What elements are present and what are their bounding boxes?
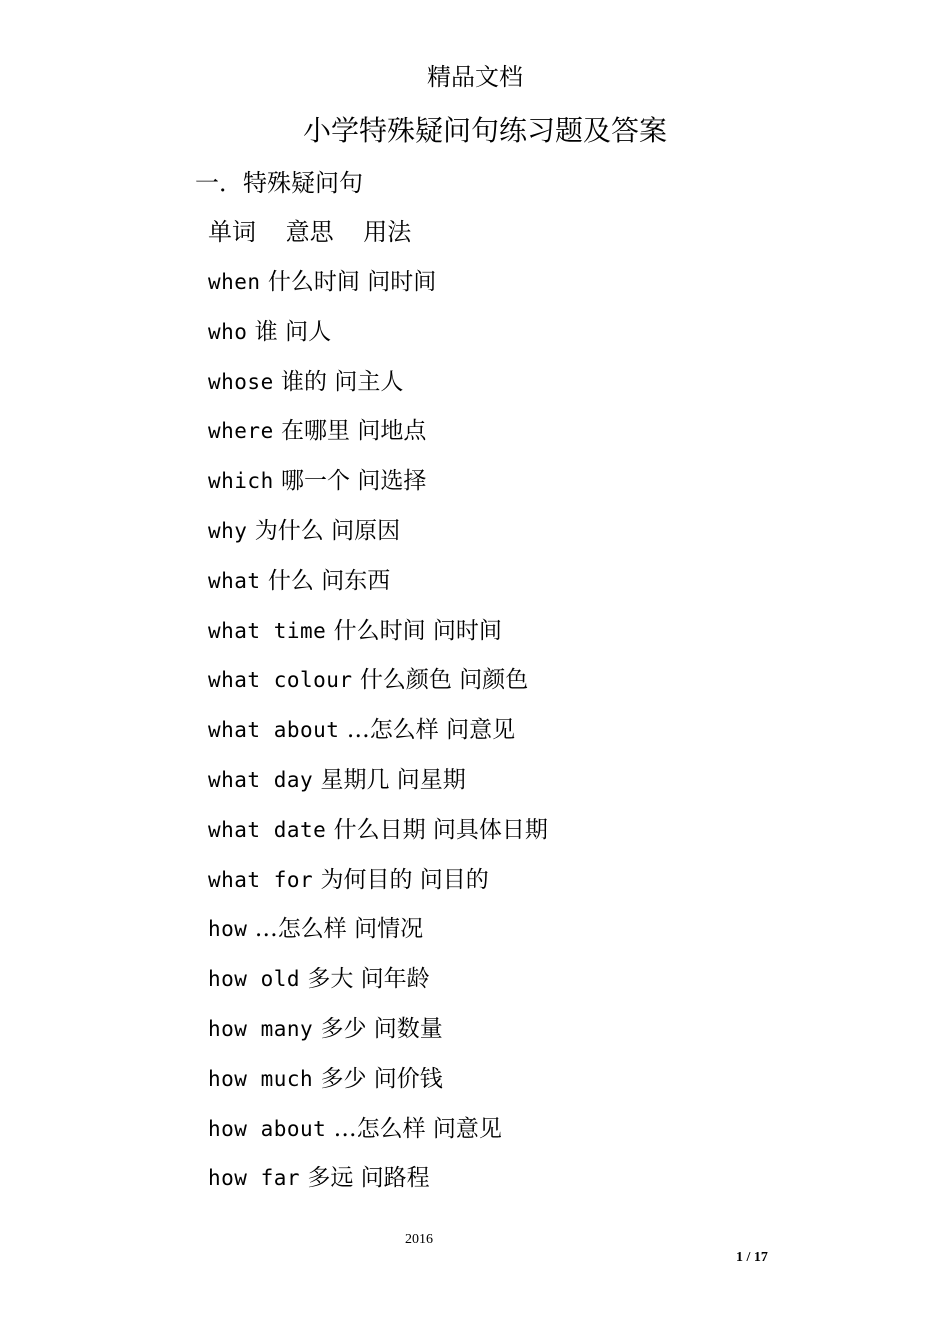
question-word: how many bbox=[208, 1016, 314, 1041]
list-item bbox=[208, 1012, 548, 1062]
meaning-text: 什么时间 bbox=[333, 617, 426, 644]
document-header: 精品文档 bbox=[427, 63, 523, 91]
list-item bbox=[208, 564, 548, 614]
list-item bbox=[208, 464, 548, 514]
usage-text: 问目的 bbox=[419, 866, 489, 893]
usage-text: 问路程 bbox=[360, 1165, 430, 1192]
question-word: why bbox=[208, 518, 248, 543]
usage-text: 问年龄 bbox=[360, 966, 430, 993]
meaning-text: 什么时间 bbox=[267, 269, 360, 295]
column-header-word: 单词 bbox=[208, 218, 256, 246]
list-item bbox=[208, 1112, 548, 1162]
list-item bbox=[208, 614, 548, 664]
list-item bbox=[208, 713, 548, 763]
question-word: where bbox=[208, 419, 274, 444]
question-word: what date bbox=[208, 817, 327, 842]
list-item bbox=[208, 1161, 548, 1211]
question-word: what time bbox=[208, 618, 327, 643]
usage-text: 问选择 bbox=[357, 468, 427, 495]
meaning-text: 多远 bbox=[307, 1165, 354, 1192]
question-word: how much bbox=[208, 1066, 314, 1091]
question-word: what for bbox=[208, 867, 314, 892]
list-item bbox=[208, 813, 548, 863]
meaning-text: …怎么样 bbox=[254, 916, 347, 943]
question-word: which bbox=[208, 469, 274, 494]
meaning-text: 什么日期 bbox=[333, 816, 426, 843]
usage-text: 问颜色 bbox=[459, 667, 529, 694]
meaning-text: 为何目的 bbox=[320, 866, 413, 893]
list-item bbox=[208, 863, 548, 913]
usage-text: 问主人 bbox=[334, 368, 404, 395]
usage-text: 问时间 bbox=[432, 617, 502, 644]
meaning-text: 在哪里 bbox=[281, 418, 351, 445]
question-word: how far bbox=[208, 1166, 301, 1191]
usage-text: 问星期 bbox=[396, 766, 466, 793]
question-word: how bbox=[208, 917, 248, 942]
question-word: whose bbox=[208, 369, 274, 394]
usage-text: 问价钱 bbox=[373, 1065, 443, 1092]
question-word: when bbox=[208, 270, 261, 294]
question-word: who bbox=[208, 319, 248, 344]
meaning-text: 多少 bbox=[320, 1065, 367, 1092]
meaning-text: 什么颜色 bbox=[359, 667, 452, 694]
list-item bbox=[208, 265, 548, 315]
list-item bbox=[208, 315, 548, 365]
footer-year: 2016 bbox=[405, 1232, 433, 1247]
question-word: what bbox=[208, 568, 261, 593]
usage-text: 问东西 bbox=[321, 567, 391, 594]
question-word: what colour bbox=[208, 668, 353, 693]
meaning-text: 谁的 bbox=[281, 368, 328, 395]
usage-text: 问数量 bbox=[373, 1015, 443, 1042]
meaning-text: 多少 bbox=[320, 1015, 367, 1042]
list-item bbox=[208, 365, 548, 415]
column-headers bbox=[208, 215, 433, 249]
usage-text: 问具体日期 bbox=[432, 816, 548, 843]
question-word-list bbox=[208, 265, 548, 1211]
usage-text: 问地点 bbox=[357, 418, 427, 445]
question-word: how about bbox=[208, 1116, 327, 1141]
question-word: how old bbox=[208, 967, 301, 992]
list-item bbox=[208, 912, 548, 962]
list-item bbox=[208, 663, 548, 713]
column-header-usage: 用法 bbox=[363, 218, 412, 246]
column-header-meaning: 意思 bbox=[285, 218, 334, 246]
list-item bbox=[208, 414, 548, 464]
list-item bbox=[208, 962, 548, 1012]
meaning-text: 多大 bbox=[307, 966, 354, 993]
question-word: what about bbox=[208, 718, 340, 743]
usage-text: 问人 bbox=[285, 318, 332, 345]
page-number: 1 / 17 bbox=[736, 1250, 768, 1265]
usage-text: 问情况 bbox=[354, 916, 424, 943]
list-item bbox=[208, 1062, 548, 1112]
list-item bbox=[208, 763, 548, 813]
usage-text: 问时间 bbox=[367, 269, 437, 295]
usage-text: 问意见 bbox=[432, 1115, 502, 1142]
list-item bbox=[208, 514, 548, 564]
meaning-text: 谁 bbox=[254, 318, 278, 345]
question-word: what day bbox=[208, 767, 314, 792]
meaning-text: …怎么样 bbox=[346, 717, 439, 744]
document-title: 小学特殊疑问句练习题及答案 bbox=[302, 114, 667, 147]
meaning-text: 为什么 bbox=[254, 517, 324, 544]
usage-text: 问原因 bbox=[331, 517, 401, 544]
usage-text: 问意见 bbox=[446, 717, 516, 744]
meaning-text: 什么 bbox=[267, 567, 314, 594]
meaning-text: 哪一个 bbox=[281, 468, 351, 495]
meaning-text: 星期几 bbox=[320, 766, 390, 793]
section-heading: 一．特殊疑问句 bbox=[195, 169, 363, 197]
meaning-text: …怎么样 bbox=[333, 1115, 426, 1142]
